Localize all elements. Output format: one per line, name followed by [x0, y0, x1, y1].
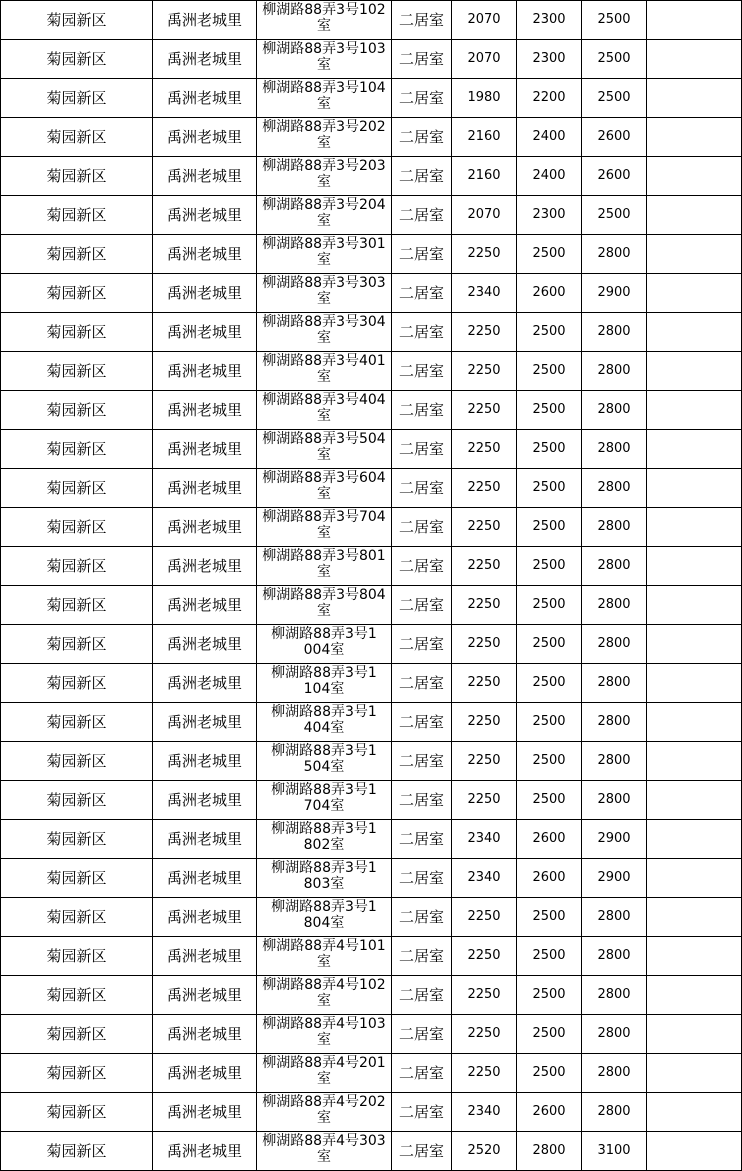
layout-cell: 二居室 — [392, 40, 452, 79]
district-cell: 菊园新区 — [1, 430, 153, 469]
value-cell-3: 2800 — [582, 508, 647, 547]
district-cell: 菊园新区 — [1, 898, 153, 937]
value-cell-1: 2070 — [452, 40, 517, 79]
address-cell: 柳湖路88弄3号1404室 — [257, 703, 392, 742]
address-cell: 柳湖路88弄4号201室 — [257, 1054, 392, 1093]
layout-cell: 二居室 — [392, 1054, 452, 1093]
layout-cell: 二居室 — [392, 742, 452, 781]
layout-cell: 二居室 — [392, 235, 452, 274]
value-cell-2: 2500 — [517, 1054, 582, 1093]
value-cell-2: 2500 — [517, 664, 582, 703]
value-cell-1: 2250 — [452, 508, 517, 547]
layout-cell: 二居室 — [392, 859, 452, 898]
empty-cell — [647, 820, 742, 859]
value-cell-3: 2900 — [582, 820, 647, 859]
value-cell-1: 2250 — [452, 469, 517, 508]
district-cell: 菊园新区 — [1, 352, 153, 391]
empty-cell — [647, 391, 742, 430]
table-row — [1, 1054, 742, 1093]
table-row — [1, 1132, 742, 1171]
value-cell-3: 2800 — [582, 898, 647, 937]
address-cell: 柳湖路88弄4号101室 — [257, 937, 392, 976]
table-row — [1, 976, 742, 1015]
layout-cell: 二居室 — [392, 1015, 452, 1054]
table-row — [1, 352, 742, 391]
address-cell: 柳湖路88弄3号1804室 — [257, 898, 392, 937]
table-row — [1, 157, 742, 196]
value-cell-2: 2500 — [517, 235, 582, 274]
value-cell-3: 2600 — [582, 118, 647, 157]
community-cell: 禹洲老城里 — [153, 1, 257, 40]
address-cell: 柳湖路88弄3号404室 — [257, 391, 392, 430]
address-cell: 柳湖路88弄3号401室 — [257, 352, 392, 391]
value-cell-3: 2800 — [582, 1093, 647, 1132]
empty-cell — [647, 235, 742, 274]
value-cell-1: 2520 — [452, 1132, 517, 1171]
layout-cell: 二居室 — [392, 79, 452, 118]
district-cell: 菊园新区 — [1, 859, 153, 898]
empty-cell — [647, 352, 742, 391]
table-row — [1, 235, 742, 274]
community-cell: 禹洲老城里 — [153, 40, 257, 79]
layout-cell: 二居室 — [392, 352, 452, 391]
empty-cell — [647, 1054, 742, 1093]
value-cell-2: 2500 — [517, 781, 582, 820]
community-cell: 禹洲老城里 — [153, 937, 257, 976]
district-cell: 菊园新区 — [1, 781, 153, 820]
value-cell-2: 2500 — [517, 469, 582, 508]
table-row — [1, 79, 742, 118]
value-cell-1: 2250 — [452, 547, 517, 586]
district-cell: 菊园新区 — [1, 196, 153, 235]
community-cell: 禹洲老城里 — [153, 976, 257, 1015]
value-cell-1: 2250 — [452, 313, 517, 352]
address-cell: 柳湖路88弄3号1803室 — [257, 859, 392, 898]
district-cell: 菊园新区 — [1, 1132, 153, 1171]
community-cell: 禹洲老城里 — [153, 352, 257, 391]
layout-cell: 二居室 — [392, 196, 452, 235]
district-cell: 菊园新区 — [1, 976, 153, 1015]
value-cell-1: 2250 — [452, 1054, 517, 1093]
value-cell-1: 2250 — [452, 898, 517, 937]
address-cell: 柳湖路88弄3号801室 — [257, 547, 392, 586]
value-cell-3: 2800 — [582, 391, 647, 430]
address-cell: 柳湖路88弄3号804室 — [257, 586, 392, 625]
community-cell: 禹洲老城里 — [153, 1054, 257, 1093]
value-cell-3: 2800 — [582, 235, 647, 274]
layout-cell: 二居室 — [392, 313, 452, 352]
table-row — [1, 859, 742, 898]
community-cell: 禹洲老城里 — [153, 235, 257, 274]
value-cell-1: 2340 — [452, 1093, 517, 1132]
empty-cell — [647, 898, 742, 937]
table-row — [1, 40, 742, 79]
layout-cell: 二居室 — [392, 391, 452, 430]
empty-cell — [647, 157, 742, 196]
empty-cell — [647, 664, 742, 703]
district-cell: 菊园新区 — [1, 274, 153, 313]
community-cell: 禹洲老城里 — [153, 79, 257, 118]
address-cell: 柳湖路88弄3号301室 — [257, 235, 392, 274]
layout-cell: 二居室 — [392, 664, 452, 703]
layout-cell: 二居室 — [392, 274, 452, 313]
value-cell-2: 2500 — [517, 742, 582, 781]
value-cell-2: 2500 — [517, 547, 582, 586]
community-cell: 禹洲老城里 — [153, 664, 257, 703]
value-cell-3: 3100 — [582, 1132, 647, 1171]
address-cell: 柳湖路88弄3号604室 — [257, 469, 392, 508]
layout-cell: 二居室 — [392, 937, 452, 976]
community-cell: 禹洲老城里 — [153, 703, 257, 742]
value-cell-2: 2300 — [517, 1, 582, 40]
district-cell: 菊园新区 — [1, 586, 153, 625]
table-row — [1, 937, 742, 976]
district-cell: 菊园新区 — [1, 79, 153, 118]
value-cell-1: 2250 — [452, 1015, 517, 1054]
value-cell-2: 2500 — [517, 391, 582, 430]
layout-cell: 二居室 — [392, 703, 452, 742]
address-cell: 柳湖路88弄3号704室 — [257, 508, 392, 547]
community-cell: 禹洲老城里 — [153, 547, 257, 586]
value-cell-2: 2600 — [517, 820, 582, 859]
empty-cell — [647, 469, 742, 508]
table-row — [1, 820, 742, 859]
district-cell: 菊园新区 — [1, 235, 153, 274]
table-body — [1, 1, 742, 1171]
address-cell: 柳湖路88弄3号204室 — [257, 196, 392, 235]
empty-cell — [647, 508, 742, 547]
layout-cell: 二居室 — [392, 430, 452, 469]
empty-cell — [647, 1093, 742, 1132]
district-cell: 菊园新区 — [1, 1093, 153, 1132]
value-cell-2: 2500 — [517, 313, 582, 352]
value-cell-1: 2160 — [452, 157, 517, 196]
layout-cell: 二居室 — [392, 820, 452, 859]
value-cell-3: 2800 — [582, 664, 647, 703]
value-cell-2: 2400 — [517, 118, 582, 157]
district-cell: 菊园新区 — [1, 1015, 153, 1054]
value-cell-3: 2800 — [582, 352, 647, 391]
empty-cell — [647, 1, 742, 40]
community-cell: 禹洲老城里 — [153, 898, 257, 937]
district-cell: 菊园新区 — [1, 703, 153, 742]
value-cell-2: 2600 — [517, 859, 582, 898]
community-cell: 禹洲老城里 — [153, 118, 257, 157]
table-row — [1, 196, 742, 235]
table-row — [1, 586, 742, 625]
community-cell: 禹洲老城里 — [153, 196, 257, 235]
empty-cell — [647, 547, 742, 586]
value-cell-3: 2800 — [582, 937, 647, 976]
community-cell: 禹洲老城里 — [153, 469, 257, 508]
address-cell: 柳湖路88弄4号303室 — [257, 1132, 392, 1171]
value-cell-3: 2800 — [582, 469, 647, 508]
address-cell: 柳湖路88弄3号102室 — [257, 1, 392, 40]
empty-cell — [647, 937, 742, 976]
value-cell-2: 2500 — [517, 703, 582, 742]
address-cell: 柳湖路88弄3号1504室 — [257, 742, 392, 781]
layout-cell: 二居室 — [392, 781, 452, 820]
value-cell-2: 2500 — [517, 430, 582, 469]
empty-cell — [647, 976, 742, 1015]
empty-cell — [647, 781, 742, 820]
district-cell: 菊园新区 — [1, 742, 153, 781]
value-cell-1: 2250 — [452, 352, 517, 391]
address-cell: 柳湖路88弄3号203室 — [257, 157, 392, 196]
address-cell: 柳湖路88弄3号303室 — [257, 274, 392, 313]
community-cell: 禹洲老城里 — [153, 274, 257, 313]
value-cell-3: 2800 — [582, 586, 647, 625]
community-cell: 禹洲老城里 — [153, 586, 257, 625]
table-row — [1, 625, 742, 664]
address-cell: 柳湖路88弄4号202室 — [257, 1093, 392, 1132]
value-cell-1: 2250 — [452, 391, 517, 430]
empty-cell — [647, 1132, 742, 1171]
district-cell: 菊园新区 — [1, 508, 153, 547]
layout-cell: 二居室 — [392, 547, 452, 586]
table-row — [1, 508, 742, 547]
value-cell-3: 2800 — [582, 742, 647, 781]
value-cell-1: 2250 — [452, 625, 517, 664]
empty-cell — [647, 40, 742, 79]
layout-cell: 二居室 — [392, 1093, 452, 1132]
value-cell-2: 2500 — [517, 625, 582, 664]
value-cell-1: 2250 — [452, 742, 517, 781]
layout-cell: 二居室 — [392, 898, 452, 937]
district-cell: 菊园新区 — [1, 391, 153, 430]
table-row — [1, 547, 742, 586]
district-cell: 菊园新区 — [1, 118, 153, 157]
value-cell-2: 2500 — [517, 586, 582, 625]
address-cell: 柳湖路88弄4号103室 — [257, 1015, 392, 1054]
table-row — [1, 781, 742, 820]
community-cell: 禹洲老城里 — [153, 1015, 257, 1054]
layout-cell: 二居室 — [392, 976, 452, 1015]
table-row — [1, 742, 742, 781]
table-row — [1, 898, 742, 937]
district-cell: 菊园新区 — [1, 313, 153, 352]
address-cell: 柳湖路88弄3号504室 — [257, 430, 392, 469]
value-cell-2: 2400 — [517, 157, 582, 196]
empty-cell — [647, 196, 742, 235]
value-cell-1: 1980 — [452, 79, 517, 118]
layout-cell: 二居室 — [392, 469, 452, 508]
value-cell-2: 2500 — [517, 508, 582, 547]
layout-cell: 二居室 — [392, 508, 452, 547]
empty-cell — [647, 859, 742, 898]
community-cell: 禹洲老城里 — [153, 1093, 257, 1132]
value-cell-2: 2600 — [517, 1093, 582, 1132]
value-cell-3: 2800 — [582, 1015, 647, 1054]
value-cell-1: 2250 — [452, 235, 517, 274]
district-cell: 菊园新区 — [1, 1, 153, 40]
table-row — [1, 118, 742, 157]
value-cell-3: 2800 — [582, 430, 647, 469]
district-cell: 菊园新区 — [1, 547, 153, 586]
value-cell-1: 2250 — [452, 937, 517, 976]
address-cell: 柳湖路88弄3号202室 — [257, 118, 392, 157]
community-cell: 禹洲老城里 — [153, 157, 257, 196]
community-cell: 禹洲老城里 — [153, 430, 257, 469]
value-cell-3: 2800 — [582, 781, 647, 820]
layout-cell: 二居室 — [392, 1132, 452, 1171]
value-cell-1: 2340 — [452, 274, 517, 313]
value-cell-3: 2800 — [582, 313, 647, 352]
community-cell: 禹洲老城里 — [153, 859, 257, 898]
address-cell: 柳湖路88弄3号1104室 — [257, 664, 392, 703]
value-cell-1: 2250 — [452, 586, 517, 625]
table-row — [1, 391, 742, 430]
value-cell-3: 2600 — [582, 157, 647, 196]
layout-cell: 二居室 — [392, 586, 452, 625]
table-row — [1, 274, 742, 313]
address-cell: 柳湖路88弄4号102室 — [257, 976, 392, 1015]
community-cell: 禹洲老城里 — [153, 742, 257, 781]
value-cell-1: 2250 — [452, 664, 517, 703]
table-row — [1, 1, 742, 40]
community-cell: 禹洲老城里 — [153, 313, 257, 352]
value-cell-1: 2340 — [452, 859, 517, 898]
value-cell-2: 2200 — [517, 79, 582, 118]
table-row — [1, 469, 742, 508]
table-row — [1, 1093, 742, 1132]
value-cell-3: 2800 — [582, 1054, 647, 1093]
address-cell: 柳湖路88弄3号1004室 — [257, 625, 392, 664]
value-cell-1: 2250 — [452, 430, 517, 469]
value-cell-2: 2300 — [517, 196, 582, 235]
value-cell-3: 2500 — [582, 79, 647, 118]
value-cell-1: 2340 — [452, 820, 517, 859]
community-cell: 禹洲老城里 — [153, 1132, 257, 1171]
address-cell: 柳湖路88弄3号304室 — [257, 313, 392, 352]
address-cell: 柳湖路88弄3号1802室 — [257, 820, 392, 859]
value-cell-3: 2900 — [582, 274, 647, 313]
empty-cell — [647, 118, 742, 157]
district-cell: 菊园新区 — [1, 937, 153, 976]
layout-cell: 二居室 — [392, 625, 452, 664]
value-cell-2: 2500 — [517, 976, 582, 1015]
layout-cell: 二居室 — [392, 118, 452, 157]
empty-cell — [647, 586, 742, 625]
community-cell: 禹洲老城里 — [153, 391, 257, 430]
value-cell-3: 2900 — [582, 859, 647, 898]
empty-cell — [647, 313, 742, 352]
district-cell: 菊园新区 — [1, 40, 153, 79]
table-row — [1, 664, 742, 703]
value-cell-1: 2160 — [452, 118, 517, 157]
value-cell-1: 2250 — [452, 703, 517, 742]
value-cell-3: 2500 — [582, 40, 647, 79]
value-cell-3: 2800 — [582, 703, 647, 742]
layout-cell: 二居室 — [392, 157, 452, 196]
value-cell-1: 2250 — [452, 976, 517, 1015]
district-cell: 菊园新区 — [1, 469, 153, 508]
empty-cell — [647, 79, 742, 118]
value-cell-1: 2070 — [452, 196, 517, 235]
community-cell: 禹洲老城里 — [153, 508, 257, 547]
empty-cell — [647, 1015, 742, 1054]
empty-cell — [647, 742, 742, 781]
empty-cell — [647, 430, 742, 469]
value-cell-3: 2800 — [582, 976, 647, 1015]
address-cell: 柳湖路88弄3号1704室 — [257, 781, 392, 820]
layout-cell: 二居室 — [392, 1, 452, 40]
value-cell-2: 2500 — [517, 1015, 582, 1054]
empty-cell — [647, 274, 742, 313]
district-cell: 菊园新区 — [1, 1054, 153, 1093]
value-cell-3: 2500 — [582, 1, 647, 40]
value-cell-2: 2500 — [517, 937, 582, 976]
community-cell: 禹洲老城里 — [153, 820, 257, 859]
district-cell: 菊园新区 — [1, 820, 153, 859]
value-cell-1: 2070 — [452, 1, 517, 40]
table-row — [1, 703, 742, 742]
value-cell-3: 2800 — [582, 547, 647, 586]
district-cell: 菊园新区 — [1, 157, 153, 196]
value-cell-3: 2800 — [582, 625, 647, 664]
value-cell-2: 2800 — [517, 1132, 582, 1171]
address-cell: 柳湖路88弄3号104室 — [257, 79, 392, 118]
empty-cell — [647, 625, 742, 664]
district-cell: 菊园新区 — [1, 625, 153, 664]
empty-cell — [647, 703, 742, 742]
value-cell-2: 2600 — [517, 274, 582, 313]
address-cell: 柳湖路88弄3号103室 — [257, 40, 392, 79]
community-cell: 禹洲老城里 — [153, 625, 257, 664]
district-cell: 菊园新区 — [1, 664, 153, 703]
community-cell: 禹洲老城里 — [153, 781, 257, 820]
value-cell-3: 2500 — [582, 196, 647, 235]
table-row — [1, 1015, 742, 1054]
value-cell-1: 2250 — [452, 781, 517, 820]
value-cell-2: 2300 — [517, 40, 582, 79]
table-row — [1, 430, 742, 469]
value-cell-2: 2500 — [517, 352, 582, 391]
value-cell-2: 2500 — [517, 898, 582, 937]
table-row — [1, 313, 742, 352]
